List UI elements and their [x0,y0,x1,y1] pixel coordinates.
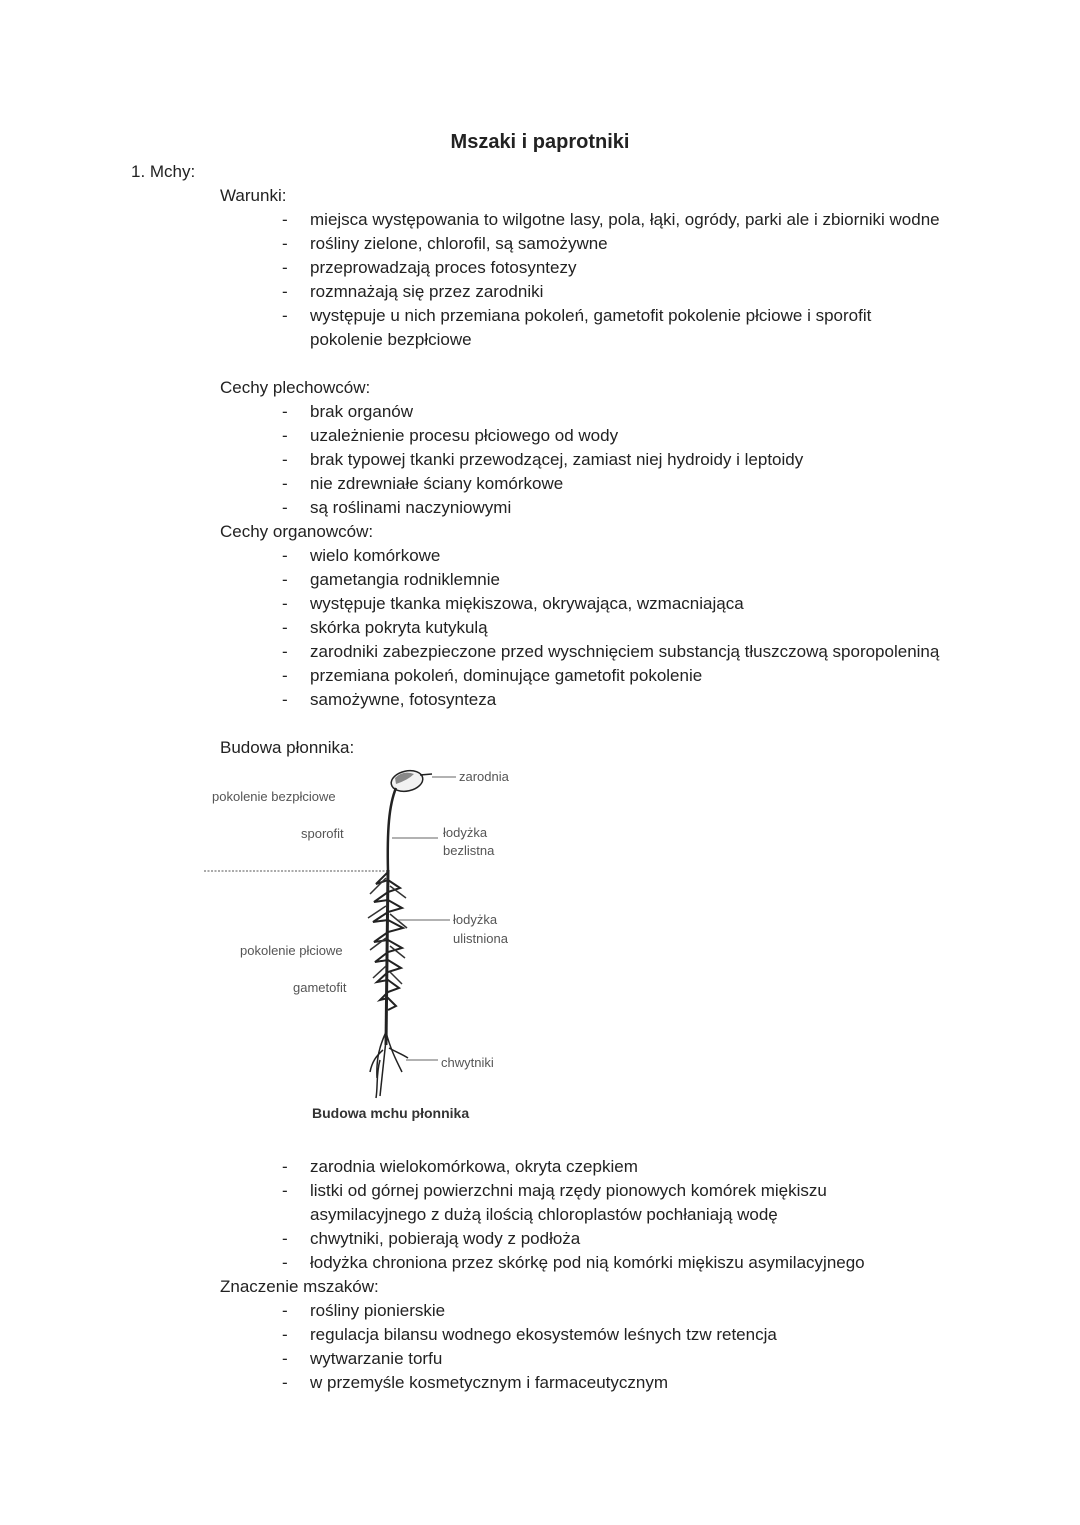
subheading-warunki: Warunki: [220,186,287,205]
label-pokolenie-plciowe: pokolenie płciowe [240,943,343,958]
subheading-organowce: Cechy organowców: [220,522,374,541]
list-item: - brak organów [282,400,942,424]
list-item: - występuje u nich przemiana pokoleń, gametofit pokolenie płciowe i sporofit pokolenie bezpłciowe [282,304,942,352]
label-chwytniki: chwytniki [441,1055,494,1070]
subheading-plechowce: Cechy plechowców: [220,378,371,397]
label-lodyzka-bezlistna-1: łodyżka [443,825,488,840]
list-item: - rozmnażają się przez zarodniki [282,280,942,304]
label-sporofit: sporofit [301,826,344,841]
list-znaczenie [282,1299,942,1395]
moss-diagram [200,760,540,1135]
list-item: - uzależnienie procesu płciowego od wody [282,424,942,448]
label-lodyzka-ulistniona-2: ulistniona [453,931,508,946]
subheading-znaczenie: Znaczenie mszaków: [220,1277,379,1296]
rhizoids [370,1032,408,1098]
list-item: - listki od górnej powierzchni mają rzędy pionowych komórek miękiszu asymilacyjnego z dużą ilością chloroplastów pochłaniają wodę [282,1179,942,1227]
list-item: - zarodnia wielokomórkowa, okryta czepkiem [282,1155,942,1179]
list-warunki [282,208,942,352]
list-item: - są roślinami naczyniowymi [282,496,942,520]
list-item: - przemiana pokoleń, dominujące gametofit pokolenie [282,664,942,688]
list-organowce [282,544,942,712]
list-item: - samożywne, fotosynteza [282,688,942,712]
list-item: - miejsca występowania to wilgotne lasy, pola, łąki, ogródy, parki ale i zbiorniki wodne [282,208,942,232]
list-item: - wielo komórkowe [282,544,942,568]
list-item: - nie zdrewniałe ściany komórkowe [282,472,942,496]
list-budowa [282,1155,942,1275]
list-item: - brak typowej tkanki przewodzącej, zamiast niej hydroidy i leptoidy [282,448,942,472]
label-zarodnia: zarodnia [459,769,509,784]
list-item: - rośliny zielone, chlorofil, są samożywne [282,232,942,256]
list-plechowce [282,400,942,520]
leafy-stem [368,870,407,1045]
label-lodyzka-bezlistna-2: bezlistna [443,843,495,858]
list-item: - rośliny pionierskie [282,1299,942,1323]
diagram-caption: Budowa mchu płonnika [312,1105,470,1121]
list-item: - zarodniki zabezpieczone przed wyschnięciem substancją tłuszczową sporopoleniną [282,640,942,664]
section-heading-mchy: 1. Mchy: [131,162,196,181]
label-lodyzka-ulistniona-1: łodyżka [453,912,498,927]
list-item: - regulacja bilansu wodnego ekosystemów leśnych tzw retencja [282,1323,942,1347]
subheading-budowa: Budowa płonnika: [220,738,355,757]
leader-lines [392,777,456,1060]
label-pokolenie-bezplciowe: pokolenie bezpłciowe [212,789,336,804]
page-title: Mszaki i paprotniki [450,131,630,153]
list-item: - wytwarzanie torfu [282,1347,942,1371]
list-item: - występuje tkanka miękiszowa, okrywająca, wzmacniająca [282,592,942,616]
label-gametofit: gametofit [293,980,347,995]
list-item: - łodyżka chroniona przez skórkę pod nią komórki miękiszu asymilacyjnego [282,1251,942,1275]
list-item: - chwytniki, pobierają wody z podłoża [282,1227,942,1251]
list-item: - w przemyśle kosmetycznym i farmaceutycznym [282,1371,942,1395]
seta-stem [388,788,396,872]
list-item: - gametangia rodniklemnie [282,568,942,592]
list-item: - skórka pokryta kutykulą [282,616,942,640]
list-item: - przeprowadzają proces fotosyntezy [282,256,942,280]
